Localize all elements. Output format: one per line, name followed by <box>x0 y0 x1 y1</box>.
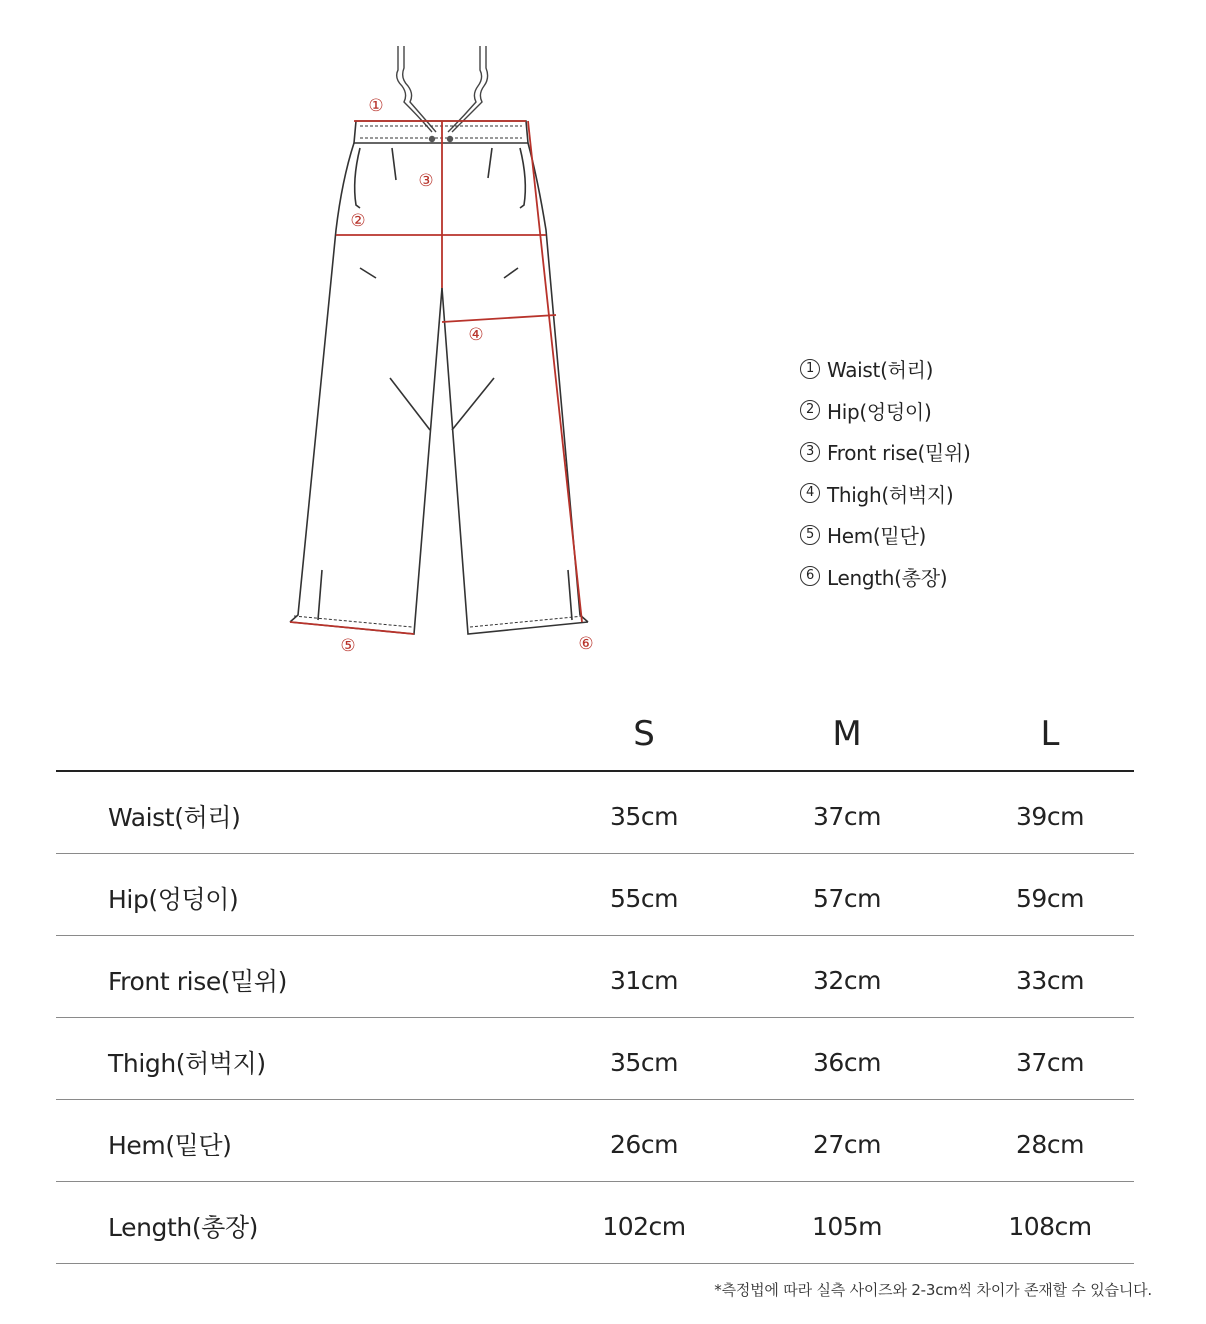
row-label: Length(총장) <box>108 1213 259 1242</box>
legend-label: Hem(밑단) <box>827 524 926 549</box>
legend-label: Hip(엉덩이) <box>827 399 932 424</box>
pants-diagram <box>270 30 630 670</box>
legend-number: 3 <box>800 442 820 462</box>
cell-value: 31cm <box>610 966 678 995</box>
cell-value: 27cm <box>813 1130 881 1159</box>
cell-value: 36cm <box>813 1048 881 1077</box>
legend-item-hem <box>800 514 971 556</box>
cell-value: 59cm <box>1016 884 1084 913</box>
row-label: Waist(허리) <box>108 803 241 832</box>
column-header-l: L <box>1040 714 1060 754</box>
marker-hip: ② <box>350 211 366 231</box>
legend-item-thigh <box>800 473 971 515</box>
legend-label: Waist(허리) <box>827 358 934 383</box>
waistband-buttons <box>429 136 453 142</box>
table-row <box>56 1182 1134 1264</box>
cell-value: 108cm <box>1008 1212 1092 1241</box>
legend-number: 4 <box>800 483 820 503</box>
measurement-footnote: *측정법에 따라 실측 사이즈와 2-3cm씩 차이가 존재할 수 있습니다. <box>714 1281 1152 1299</box>
size-table <box>56 700 1134 1264</box>
table-row <box>56 1018 1134 1100</box>
cell-value: 102cm <box>602 1212 686 1241</box>
cell-value: 32cm <box>813 966 881 995</box>
legend-number: 1 <box>800 359 820 379</box>
row-label: Front rise(밑위) <box>108 967 288 996</box>
legend-label: Thigh(허벅지) <box>827 482 954 507</box>
measurement-legend <box>800 348 971 597</box>
row-label: Hem(밑단) <box>108 1131 232 1160</box>
table-row <box>56 1100 1134 1182</box>
cell-value: 37cm <box>813 802 881 831</box>
drawstring <box>397 46 488 132</box>
cell-value: 57cm <box>813 884 881 913</box>
cell-value: 26cm <box>610 1130 678 1159</box>
legend-item-length <box>800 556 971 598</box>
legend-number: 5 <box>800 525 820 545</box>
legend-item-hip <box>800 390 971 432</box>
measurement-lines <box>290 121 582 634</box>
cell-value: 39cm <box>1016 802 1084 831</box>
pants-outline <box>290 121 588 634</box>
cell-value: 28cm <box>1016 1130 1084 1159</box>
marker-thigh: ④ <box>468 325 484 345</box>
cell-value: 33cm <box>1016 966 1084 995</box>
row-label: Hip(엉덩이) <box>108 885 239 914</box>
legend-item-waist <box>800 348 971 390</box>
marker-waist: ① <box>368 96 384 116</box>
cell-value: 105m <box>811 1212 883 1241</box>
cell-value: 35cm <box>610 802 678 831</box>
cell-value: 55cm <box>610 884 678 913</box>
legend-number: 6 <box>800 566 820 586</box>
column-header-s: S <box>633 714 655 754</box>
cell-value: 35cm <box>610 1048 678 1077</box>
marker-hem: ⑤ <box>340 636 356 656</box>
marker-front-rise: ③ <box>418 171 434 191</box>
table-row <box>56 772 1134 854</box>
table-row <box>56 936 1134 1018</box>
legend-number: 2 <box>800 400 820 420</box>
marker-length: ⑥ <box>578 634 594 654</box>
legend-item-front-rise <box>800 431 971 473</box>
table-header-row <box>56 700 1134 772</box>
legend-label: Front rise(밑위) <box>827 441 971 466</box>
table-row <box>56 854 1134 936</box>
legend-label: Length(총장) <box>827 565 948 590</box>
row-label: Thigh(허벅지) <box>108 1049 266 1078</box>
column-header-m: M <box>832 714 862 754</box>
cell-value: 37cm <box>1016 1048 1084 1077</box>
